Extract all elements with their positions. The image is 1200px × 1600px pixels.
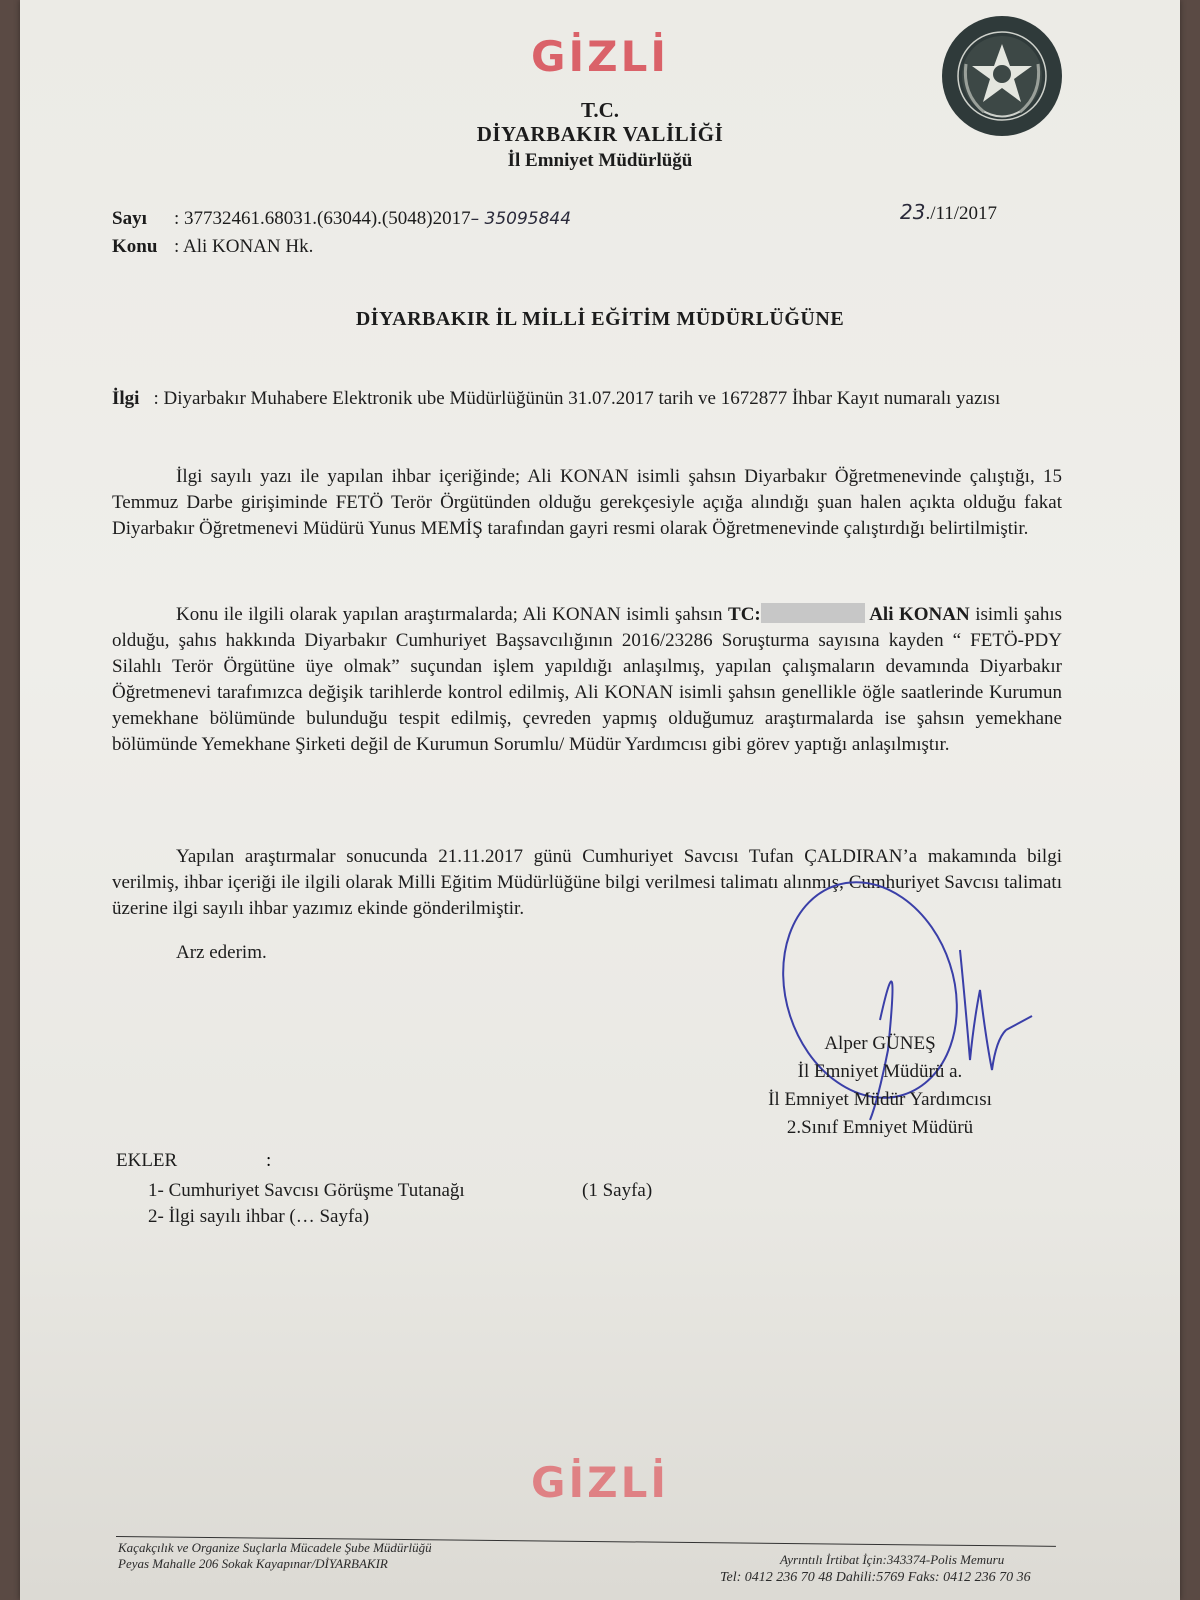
redacted-id-number [761, 603, 865, 623]
signer-title-2: İl Emniyet Müdür Yardımcısı [768, 1089, 992, 1110]
closing-line: Arz ederim. [176, 942, 267, 963]
header-governorship: DİYARBAKIR VALİLİĞİ [476, 122, 724, 146]
attachment-item-1: 1- Cumhuriyet Savcısı Görüşme Tutanağı [148, 1180, 465, 1201]
footer-contact: Ayrıntılı İrtibat İçin:343374-Polis Memuru [780, 1552, 1005, 1567]
paragraph-3: Yapılan araştırmalar sonucunda 21.11.2017 günü Cumhuriyet Savcısı Tufan ÇALDIRAN’a makamında bilgi verilmiş, ihbar içeriği ile ilgili olarak Milli Eğitim Müdürlüğüne bilgi verilmesi talimatı alınmış, Cumhuriyet Savcısı talimatı üzerine ilgi sayılı ihbar yazımız ekinde gönderilmiştir. [112, 846, 1062, 919]
date-rest: ./11/2017 [925, 203, 998, 224]
attachment-item-2: 2- İlgi sayılı ihbar (… Sayfa) [148, 1206, 370, 1227]
footer-phone: Tel: 0412 236 70 48 Dahili:5769 Faks: 0412 236 70 36 [720, 1570, 1031, 1585]
classification-stamp-top: GİZLİ [531, 32, 669, 81]
konu-value: : Ali KONAN Hk. [174, 236, 314, 257]
p2-part-a: Konu ile ilgili olarak yapılan araştırmalarda; Ali KONAN isimli şahsın [176, 604, 729, 625]
document-page [20, 0, 1180, 1600]
signature-block [720, 1030, 1040, 1142]
p2-tc-label: TC: [728, 604, 761, 625]
date-day-handwritten: 23 [900, 200, 926, 224]
reference-number [112, 208, 571, 230]
attachments-label: EKLER [116, 1150, 178, 1171]
p2-part-b: isimli şahıs olduğu, şahıs hakkında Diyarbakır Cumhuriyet Başsavcılığının 2016/23286 Soruşturma sayısına kayden “ FETÖ-PDY Silahlı Terör Örgütüne üye olmak” suçundan işlem yapıldığı anlaşılmış, yapılan çalışmaların devamında Diyarbakır Öğretmenevi tarafımızca değişik tarihlerde kontrol edilmiş, Ali KONAN isimli şahsın genellikle öğle saatlerinde Kurumun yemekhane bölümünde bulunduğu tespit edilmiş, çevreden yapmış olduğumuz araştırmalarda ise şahsın yemekhane bölümünde Yemekhane Şirketi değil de Kurumun Sorumlu/ Müdür Yardımcısı gibi görev yaptığı anlaşılmıştır. [112, 604, 1063, 755]
ilgi-reference [112, 386, 1062, 412]
signer-name: Alper GÜNEŞ [824, 1033, 936, 1054]
paragraph-2 [112, 602, 1062, 758]
konu-label: Konu [112, 236, 158, 257]
sayi-value: : 37732461.68031.(63044).(5048)2017 [174, 208, 471, 229]
attachments-colon: : [266, 1150, 272, 1171]
ilgi-label: İlgi [112, 388, 140, 409]
subject-line [112, 236, 313, 258]
ilgi-text: : Diyarbakır Muhabere Elektronik ube Müdürlüğünün 31.07.2017 tarih ve 1672877 İhbar Kayıt numaralı yazısı [153, 388, 1001, 409]
footer-unit: Kaçakçılık ve Organize Suçlarla Mücadele Şube Müdürlüğü [118, 1540, 432, 1555]
header-tc: T.C. [580, 98, 620, 122]
sayi-handwritten: – 35095844 [470, 209, 572, 229]
signer-title-1: İl Emniyet Müdürü a. [797, 1061, 963, 1082]
classification-stamp-bottom: GİZLİ [531, 1458, 669, 1507]
document-date [900, 200, 997, 225]
paragraph-1: İlgi sayılı yazı ile yapılan ihbar içeriğinde; Ali KONAN isimli şahsın Diyarbakır Öğretmenevinde çalıştığı, 15 Temmuz Darbe girişiminde FETÖ Terör Örgütünden olduğu gerekçesiyle açığa alındığı şuan halen açıkta olduğu fakat Diyarbakır Öğretmenevi Müdürü Yunus MEMİŞ tarafından gayri resmi olarak Öğretmenevinde çalıştırdığı belirtilmiştir. [112, 466, 1062, 539]
attachment-item-1-pages: (1 Sayfa) [582, 1180, 653, 1201]
addressee: DİYARBAKIR İL MİLLİ EĞİTİM MÜDÜRLÜĞÜNE [355, 308, 845, 330]
footer-address: Peyas Mahalle 206 Sokak Kayapınar/DİYARBAKIR [118, 1556, 388, 1571]
sayi-label: Sayı [112, 208, 147, 229]
signer-title-3: 2.Sınıf Emniyet Müdürü [786, 1117, 974, 1138]
header-police-directorate: İl Emniyet Müdürlüğü [507, 150, 693, 171]
p2-name: Ali KONAN [864, 604, 970, 625]
